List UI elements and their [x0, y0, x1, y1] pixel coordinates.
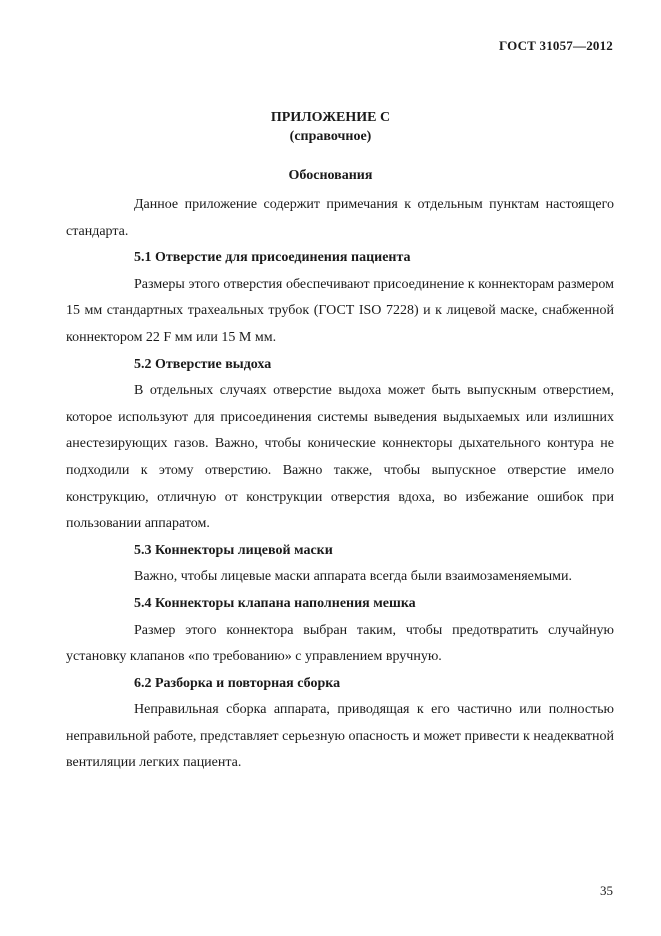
- page-number: 35: [600, 883, 613, 898]
- clause-paragraph: Важно, чтобы лицевые маски аппарата всегда были взаимозаменяемыми.: [134, 569, 573, 585]
- clause-paragraph: В отдельных случаях отверстие выдоха может быть выпускным отверстием, которое используют для присоединения системы выведения выдыхаемых или излишних анестезирующих газов. Важно, чтобы конические коннекторы дыхательного контура не подходили к этому отверстию. Важно также, чтобы выпускное отверстие имело конструкцию, отличную от конструкции отверстия вдоха, во избежание ошибок при пользовании аппаратом.: [66, 383, 614, 532]
- clause-paragraph: Неправильная сборка аппарата, приводящая к его частично или полностью неправильной работе, представляет серьезную опасность и может привести к неадекватной вентиляции легких пациента.: [66, 702, 614, 771]
- clause-heading: 5.4 Коннекторы клапана наполнения мешка: [134, 595, 416, 611]
- standard-code: ГОСТ 31057—2012: [498, 38, 613, 53]
- clause-heading: 5.2 Отверстие выдоха: [134, 356, 272, 372]
- clause-paragraph: Размеры этого отверстия обеспечивают присоединение к коннекторам размером 15 мм стандартных трахеальных трубок (ГОСТ ISO 7228) и к лицевой маске, снабженной коннектором 22 F мм или 15 M мм.: [66, 276, 614, 345]
- section-title: Обоснования: [288, 168, 373, 183]
- document-body: [66, 192, 614, 777]
- clause-heading: 5.1 Отверстие для присоединения пациента: [134, 250, 411, 266]
- intro-paragraph: Данное приложение содержит примечания к отдельным пунктам настоящего стандарта.: [66, 197, 614, 239]
- appendix-subtitle: (справочное): [289, 129, 372, 144]
- appendix-title: ПРИЛОЖЕНИЕ С: [270, 110, 391, 125]
- clause-paragraph: Размер этого коннектора выбран таким, чтобы предотвратить случайную установку клапанов «по требованию» с управлением вручную.: [66, 622, 614, 665]
- clause-heading: 5.3 Коннекторы лицевой маски: [134, 542, 333, 558]
- appendix-heading: [0, 108, 661, 146]
- clause-heading: 6.2 Разборка и повторная сборка: [134, 675, 341, 691]
